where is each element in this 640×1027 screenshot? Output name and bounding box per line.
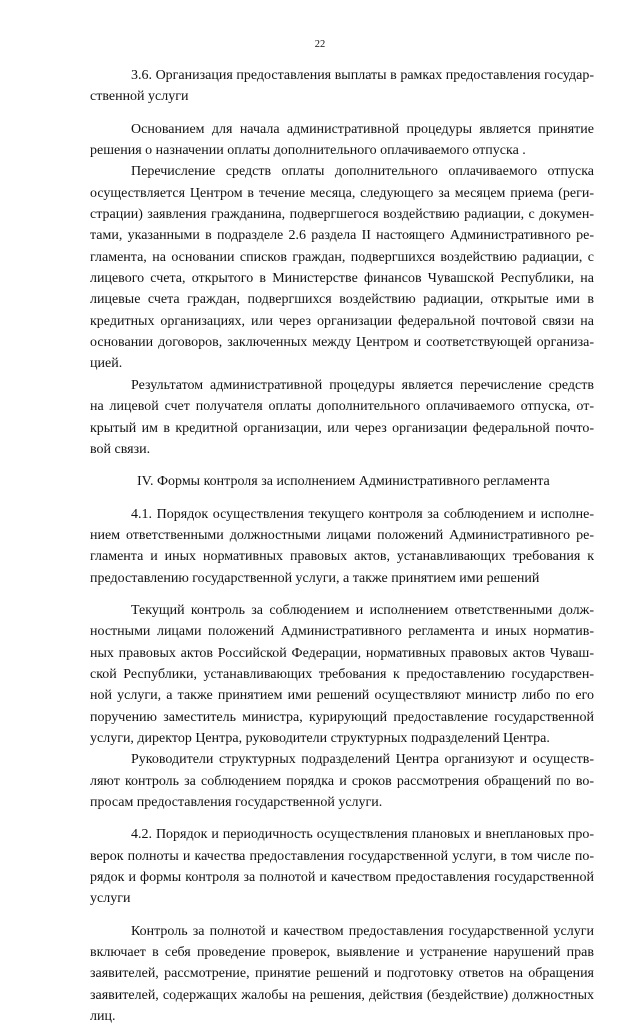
text-line: 4.1. Порядок осуществления текущего контроля за соблюдением и исполне- xyxy=(131,506,594,522)
text-line: услуги, директор Центра, руководители структурных подразделений Центра. xyxy=(90,730,550,746)
paragraph-basis xyxy=(90,119,594,162)
text-line: тами, указанными в подразделе 2.6 раздела II настоящего Административного ре- xyxy=(90,228,594,244)
text-line: Контроль за полнотой и качеством предоставления государственной услуги xyxy=(131,923,594,939)
text-line: на лицевой счет получателя оплаты дополнительного оплачиваемого отпуска, от- xyxy=(90,399,594,415)
text-line: услуги xyxy=(90,891,131,907)
document-body xyxy=(90,65,594,1027)
text-line: Основанием для начала административной процедуры является принятие xyxy=(131,121,594,137)
text-line: осуществляется Центром в течение месяца, следующего за месяцем приема (реги- xyxy=(90,185,594,201)
text-line: ской Республики, устанавливающих требования к предоставлению государствен- xyxy=(90,666,594,682)
text-line: кредитных организациях, или через организации федеральной почтовой связи на xyxy=(90,313,594,329)
text-line: Результатом административной процедуры является перечисление средств xyxy=(131,377,594,393)
text-line: Руководители структурных подразделений Центра организуют и осуществ- xyxy=(131,752,594,768)
text-line: предоставлению государственной услуги, а также принятием ими решений xyxy=(90,570,540,586)
heading-4-1 xyxy=(90,504,594,589)
paragraph-heads xyxy=(90,749,594,813)
text-line: основании договоров, заключенных между Центром и соответствующей организа- xyxy=(90,335,594,351)
text-line: поручению заместитель министра, курирующий предоставление государственной xyxy=(90,709,594,725)
paragraph-transfer xyxy=(90,161,594,374)
paragraph-spacer xyxy=(90,910,594,921)
paragraph-result xyxy=(90,375,594,460)
text-line: 3.6. Организация предоставления выплаты в рамках предоставления государ- xyxy=(131,68,594,83)
text-line: 4.2. Порядок и периодичность осуществления плановых и внеплановых про- xyxy=(131,827,594,843)
paragraph-spacer xyxy=(90,589,594,600)
page-number: 22 xyxy=(314,39,326,50)
text-line: верок полноты и качества предоставления государственной услуги, в том числе по- xyxy=(90,848,594,864)
paragraph-spacer xyxy=(90,813,594,824)
text-line: ственной услуги xyxy=(90,89,189,105)
text-line: ностными лицами положений Административного регламента и иных норматив- xyxy=(90,624,594,640)
text-line: заявителей, рассмотрение, принятие решений и подготовку ответов на обращения xyxy=(90,966,594,982)
text-line: Текущий контроль за соблюдением и исполнением ответственными долж- xyxy=(131,602,594,618)
text-line: лиц. xyxy=(90,1009,116,1025)
text-line: ляют контроль за соблюдением порядка и сроков рассмотрения обращений по во- xyxy=(90,773,594,789)
paragraph-spacer xyxy=(90,108,594,119)
text-line: цией. xyxy=(90,356,123,372)
text-line: вой связи. xyxy=(90,441,151,457)
paragraph-spacer xyxy=(90,493,594,504)
text-line: включает в себя проведение проверок, выявление и устранение нарушений прав xyxy=(90,945,594,961)
heading-3-6 xyxy=(90,65,594,108)
text-line: рядок и формы контроля за полнотой и качеством предоставления государственной xyxy=(90,870,594,886)
text-line: решения о назначении оплаты дополнительного оплачиваемого отпуска . xyxy=(90,143,526,159)
text-line: гламента, на основании списков граждан, подвергшихся воздействию радиации, с xyxy=(90,249,594,265)
paragraph-quality-control xyxy=(90,921,594,1027)
text-line: просам предоставления государственной услуги. xyxy=(90,795,383,810)
text-line: нием ответственными должностными лицами положений Административного ре- xyxy=(90,527,594,543)
heading-4-2 xyxy=(90,824,594,909)
paragraph-current-control xyxy=(90,600,594,749)
text-line: ных правовых актов Российской Федерации, нормативных правовых актов Чуваш- xyxy=(90,645,594,661)
section-iv-title: IV. Формы контроля за исполнением Административного регламента xyxy=(137,474,550,490)
paragraph-spacer xyxy=(90,460,594,471)
text-line: Перечисление средств оплаты дополнительного оплачиваемого отпуска xyxy=(131,164,594,180)
text-line: лицевые счета граждан, подвергшихся воздействию радиации, открытые ими в xyxy=(90,292,594,308)
text-line: заявителей, содержащих жалобы на решения, действия (бездействие) должностных xyxy=(90,987,594,1003)
text-line: лицевого счета, открытого в Министерстве финансов Чувашской Республики, на xyxy=(90,271,594,287)
text-line: страции) заявления гражданина, подвергшегося воздействию радиации, с докумен- xyxy=(90,207,594,223)
text-line: гламента и иных нормативных правовых актов, устанавливающих требования к xyxy=(90,549,594,565)
text-line: крытый им в кредитной организации, или через организации федеральной почто- xyxy=(90,420,594,436)
text-line: ной услуги, а также принятием ими решений осуществляют министр либо по его xyxy=(90,688,594,704)
